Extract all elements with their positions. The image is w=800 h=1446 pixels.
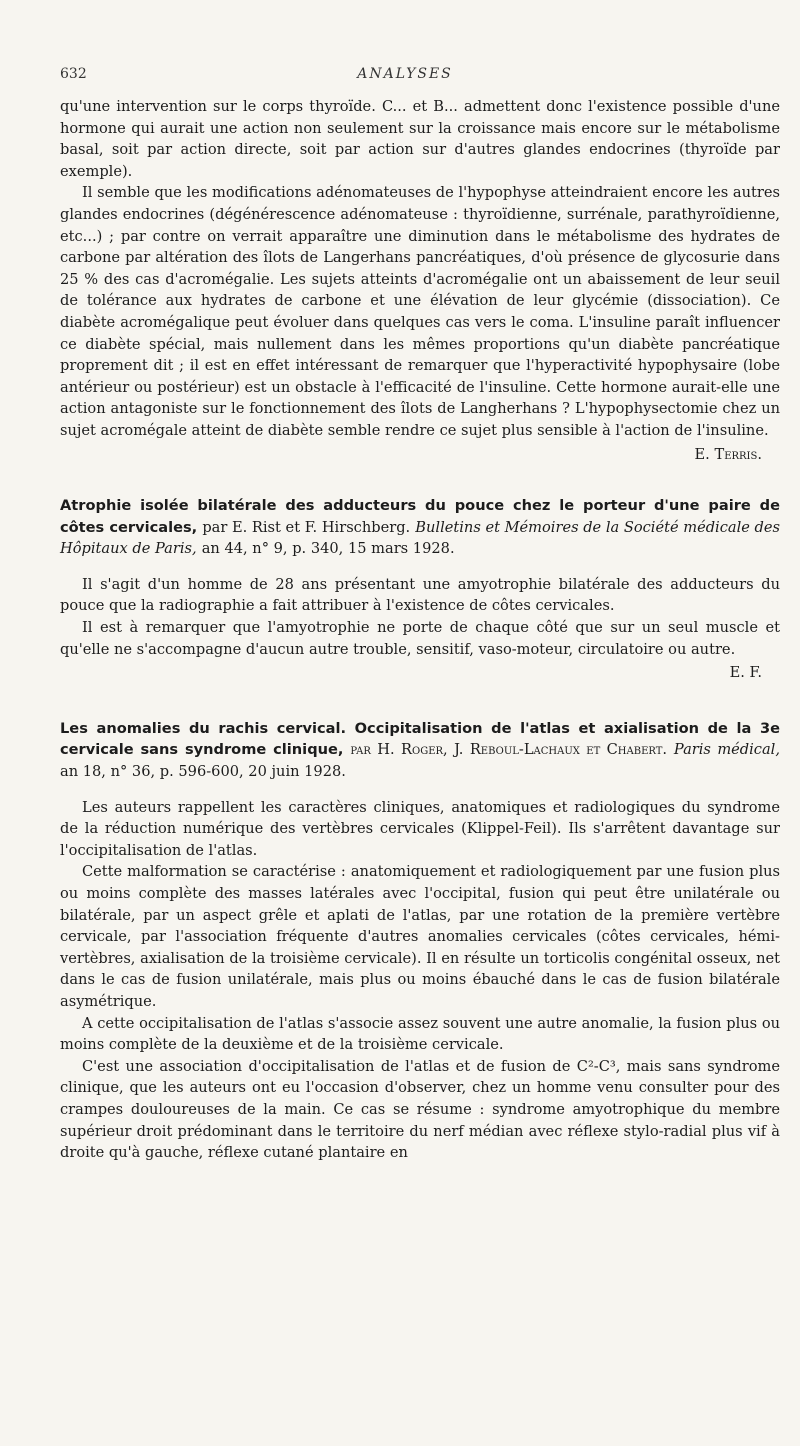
intro-signature: E. Terris. xyxy=(694,445,762,463)
article1-title: Atrophie isolée bilatérale des adducteurs du pouce chez le porteur d'une paire de côtes cervicales, xyxy=(60,497,780,536)
article2-authors: par H. Roger, J. Reboul-Lachaux et Chabert. xyxy=(350,741,668,759)
running-header xyxy=(60,66,750,90)
article2-paragraph-1: Les auteurs rappellent les caractères cliniques, anatomiques et radiologiques du syndrome de la réduction numérique des vertèbres cervicales (Klippel-Feil). Ils s'arrêtent davantage sur l'occipitalisation de l'atlas. xyxy=(60,798,780,859)
article2-paragraph-3: A cette occipitalisation de l'atlas s'associe assez souvent une autre anomalie, la fusion plus ou moins complète de la deuxième et de la troisième cervicale. xyxy=(60,1014,780,1054)
article1-paragraph-1: Il s'agit d'un homme de 28 ans présentant une amyotrophie bilatérale des adducteurs du pouce que la radiographie a fait attribuer à l'existence de côtes cervicales. xyxy=(60,575,780,615)
article2-journal: Paris médical, xyxy=(673,741,780,759)
intro-paragraph-1: qu'une intervention sur le corps thyroïde. C... et B... admettent donc l'existence possible d'une hormone qui aurait une action non seulement sur la croissance mais encore sur le métabolisme basal, soit par action directe, soit par action sur d'autres glandes endocrines (thyroïde par exemple). xyxy=(60,98,780,180)
article1-signature: E. F. xyxy=(729,664,762,682)
article1-journal: Bulletins et Mémoires de la Société médicale des Hôpitaux de Paris, xyxy=(60,518,781,558)
article1-heading xyxy=(60,495,780,560)
article1-authors: par E. Rist et F. Hirschberg. xyxy=(202,518,411,536)
running-title: ANALYSES xyxy=(357,66,453,82)
article2-paragraph-4: C'est une association d'occipitalisation de l'atlas et de fusion de C²-C³, mais sans syndrome clinique, que les auteurs ont eu l'occasion d'observer, chez un homme venu consulter pour des crampes douloureuses de la main. Ce cas se résume : syndrome amyotrophique du membre supérieur droit prédominant dans le territoire du nerf médian avec réflexe stylo-radial plus vif à droite qu'à gauche, réflexe cutané plantaire en xyxy=(60,1057,780,1162)
article1-ref: an 44, n° 9, p. 340, 15 mars 1928. xyxy=(201,540,455,558)
article2-ref: an 18, n° 36, p. 596-600, 20 juin 1928. xyxy=(60,763,346,781)
article2-heading xyxy=(60,718,780,783)
page-number: 632 xyxy=(60,66,87,82)
page-body xyxy=(60,96,780,1164)
article2-paragraph-2: Cette malformation se caractérise : anatomiquement et radiologiquement par une fusion plus ou moins complète des masses latérales avec l'occipital, fusion qui peut être unilatérale ou bilatérale, par un aspect grêle et aplati de l'atlas, par une rotation de la première vertèbre cervicale, par l'association fréquente d'autres anomalies cervicales (côtes cervicales, hémi-vertèbres, axialisation de la troisième cervicale). Il en résulte un torticolis congénital osseux, net dans le cas de fusion unilatérale, mais plus ou moins ébauché dans le cas de fusion bilatérale asymétrique. xyxy=(60,863,780,1010)
article1-paragraph-2: Il est à remarquer que l'amyotrophie ne porte de chaque côté que sur un seul muscle et qu'elle ne s'accompagne d'aucun autre trouble, sensitif, vaso-moteur, circulatoire ou autre. xyxy=(60,619,780,658)
article2-title: Les anomalies du rachis cervical. Occipitalisation de l'atlas et axialisation de la 3e cervicale sans syndrome clinique, xyxy=(60,719,780,759)
intro-paragraph-2: Il semble que les modifications adénomateuses de l'hypophyse atteindraient encore les autres glandes endocrines (dégénérescence adénomateuse : thyroïdienne, surrénale, parathyroïdienne, etc...) ; par contre on verrait apparaître une diminution dans le métabolisme des hydrates de carbone par altération des îlots de Langerhans pancréatiques, d'où présence de glycosurie dans 25 % des cas d'acromégalie. Les sujets atteints d'acromégalie ont un abaissement de leur seuil de tolérance aux hydrates de carbone et une élévation de leur glycémie (dissociation). Ce diabète acromégalique peut évoluer dans quelques cas vers le coma. L'insuline paraît influencer ce diabète spécial, mais nullement dans les mêmes proportions qu'un diabète pancréatique proprement dit ; il est en effet intéressant de remarquer que l'hyperactivité hypophysaire (lobe antérieur ou postérieur) est un obstacle à l'efficacité de l'insuline. Cette hormone aurait-elle une action antagoniste sur le fonctionnement des îlots de Langherhans ? L'hypophysectomie chez un sujet acromégale atteint de diabète semble rendre ce sujet plus sensible à l'action de l'insuline. xyxy=(60,184,780,439)
